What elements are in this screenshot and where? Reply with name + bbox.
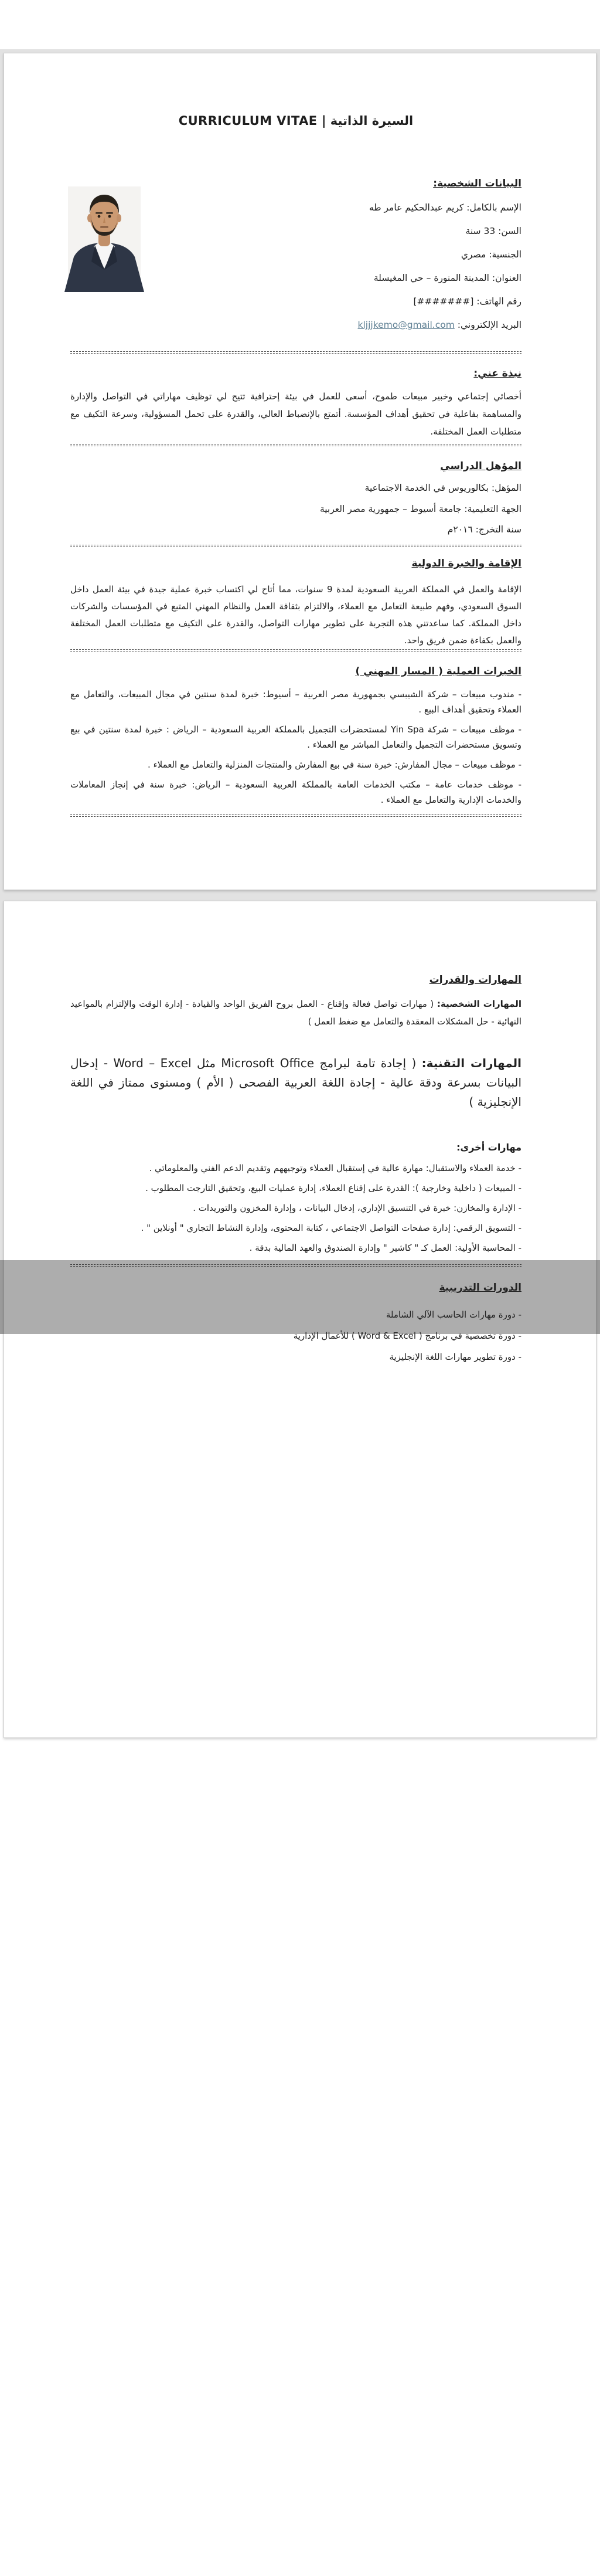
section-divider (70, 545, 521, 547)
section-divider (70, 649, 521, 651)
document-canvas[interactable] (0, 49, 600, 1362)
course-item: - دورة تطوير مهارات اللغة الإنجليزية (389, 1352, 521, 1362)
technical-skills-value: ( إجادة تامة لبرامج Microsoft Office مثل Word – Excel - إدخال البيانات بسرعة ودقة عالية - إجادة اللغة العربية الفصحى ( الأم ) ومستوى ممتاز في اللغة الإنجليزية ) (70, 1056, 521, 1109)
portrait-photo (68, 186, 141, 292)
recents-bars-icon (125, 2543, 129, 2571)
back-chevron-icon (469, 2541, 490, 2574)
section-heading-personal: البيانات الشخصية: (433, 178, 521, 189)
about-text: أخصائي إجتماعي وخبير مبيعات طموح، أسعى للعمل في بيئة إحترافية تتيح لي توظيف مهاراتي في التواصل والإدارة والمساهمة بفاعلية في تحقيق أهداف المؤسسة. أتمتع بالإنضباط العالي، والقدرة على تحمل المسؤولية، وسرعة التكيف مع متطلبات العمل المختلفة. (70, 391, 521, 437)
section-heading-education: المؤهل الدراسي (440, 460, 521, 472)
section-divider (70, 444, 521, 446)
education-degree: المؤهل: بكالوريوس في الخدمة الاجتماعية (364, 483, 521, 493)
experience-item: - موظف مبيعات – مجال المفارش: خبرة سنة في بيع المفارش والمنتجات المنزلية والتعامل مع العملاء . (148, 759, 521, 770)
other-skill-item: - المحاسبة الأولية: العمل كـ " كاشير " وإدارة الصندوق والعهد المالية بدقة . (249, 1243, 521, 1253)
personal-row-age: السن: 33 سنة (465, 226, 521, 236)
section-divider (70, 351, 521, 354)
personal-row-nationality: الجنسية: مصري (461, 249, 521, 260)
residency-text: الإقامة والعمل في المملكة العربية السعودية لمدة 9 سنوات، مما أتاح لي اكتساب خبرة عملية جيدة في بيئة العمل داخل السوق السعودي، وفهم طبيعة التعامل مع العملاء، والالتزام بثقافة العمل والنظام المهني المتبع في المؤسسات والشركات داخل المملكة. كما ساعدتني هذه التجربة على تطوير مهارات التواصل، والقدرة على التكيف مع متطلبات العمل المختلفة والعمل بكفاءة ضمن فريق واحد. (70, 584, 521, 646)
course-item: - دورة مهارات الحاسب الآلي الشاملة (386, 1309, 521, 1320)
technical-skills-label: المهارات التقنية: (421, 1056, 521, 1070)
education-institution: الجهة التعليمية: جامعة أسيوط – جمهورية مصر العربية (319, 504, 521, 514)
other-skill-item: - الإدارة والمخازن: خبرة في التنسيق الإداري، إدخال البيانات ، وإدارة المخزون والتوريدات . (193, 1203, 521, 1213)
email-link[interactable]: kljjjkemo@gmail.com (357, 320, 455, 330)
section-heading-about: نبذة عني: (473, 368, 521, 379)
section-divider (70, 814, 521, 817)
section-heading-residency: الإقامة والخبرة الدولية (411, 558, 521, 569)
portrait-photo-drawing (68, 186, 141, 292)
section-heading-skills: المهارات والقدرات (429, 974, 521, 986)
email-label: البريد الإلكتروني: (457, 320, 521, 330)
personal-skills-value: ( مهارات تواصل فعالة وإقناع - العمل بروح الفريق الواحد والقيادة - إدارة الوقت والإلتزام بالمواعيد النهائية - حل المشكلات المعقدة والتعامل مع ضغط العمل ) (70, 999, 521, 1027)
personal-skills-label: المهارات الشخصية: (437, 999, 521, 1009)
page-title: السيرة الذاتية | CURRICULUM VITAE (178, 114, 414, 128)
other-skill-item: - المبيعات ( داخلية وخارجية ): القدرة على إقناع العملاء، إدارة عمليات البيع، وتحقيق التارجت المطلوب . (145, 1183, 521, 1193)
personal-row-address: العنوان: المدينة المنورة – حي المغيسلة (373, 273, 521, 283)
section-heading-experience: الخبرات العملية ( المسار المهني ) (355, 666, 521, 677)
recents-button[interactable] (125, 2543, 148, 2571)
course-item: - دورة تخصصية في برنامج ( Word & Excel ) للأعمال الإدارية (293, 1331, 521, 1341)
cv-page-1 (4, 53, 596, 890)
home-button[interactable] (293, 2541, 320, 2574)
back-button[interactable] (469, 2541, 490, 2574)
recents-bars-icon (144, 2543, 148, 2571)
other-skill-item: - خدمة العملاء والاستقبال: مهارة عالية في إستقبال العملاء وتوجيههم وتقديم الدعم الفني والمعلوماتي . (149, 1163, 521, 1173)
experience-item: - موظف خدمات عامة – مكتب الخدمات العامة بالمملكة العربية السعودية – الرياض: خبرة سنة في إنجاز المعاملات والخدمات الإدارية والتعامل مع العملاء . (70, 779, 521, 805)
technical-skills-text (70, 1054, 521, 1112)
other-skills-heading: مهارات أخرى: (456, 1142, 521, 1153)
section-heading-courses: الدورات التدريبية (439, 1282, 521, 1294)
personal-row-name: الإسم بالكامل: كريم عبدالحكيم عامر طه (369, 202, 521, 213)
experience-item: - مندوب مبيعات – شركة الشيبسي بجمهورية مصر العربية – أسيوط: خبرة لمدة سنتين في مجال المبيعات، والتعامل مع العملاء وتحقيق أهداف البيع . (70, 689, 521, 715)
education-grad-year: سنة التخرج: ٢٠١٦م (447, 524, 521, 535)
other-skill-item: - التسويق الرقمي: إدارة صفحات التواصل الاجتماعي ، كتابة المحتوى، وإدارة النشاط التجاري " أونلاين " . (141, 1223, 521, 1233)
personal-row-phone: رقم الهاتف: [#######] (413, 296, 521, 307)
personal-skills-text (70, 995, 521, 1030)
personal-row-email (70, 319, 521, 331)
recents-bars-icon (135, 2543, 138, 2571)
android-nav-overlay (0, 1260, 600, 1334)
experience-item: - موظف مبيعات – شركة Yin Spa لمستحضرات التجميل بالمملكة العربية السعودية – الرياض : خبرة لمدة سنتين في بيع وتسويق مستحضرات التجميل والتعامل المباشر مع العملاء . (70, 724, 522, 750)
